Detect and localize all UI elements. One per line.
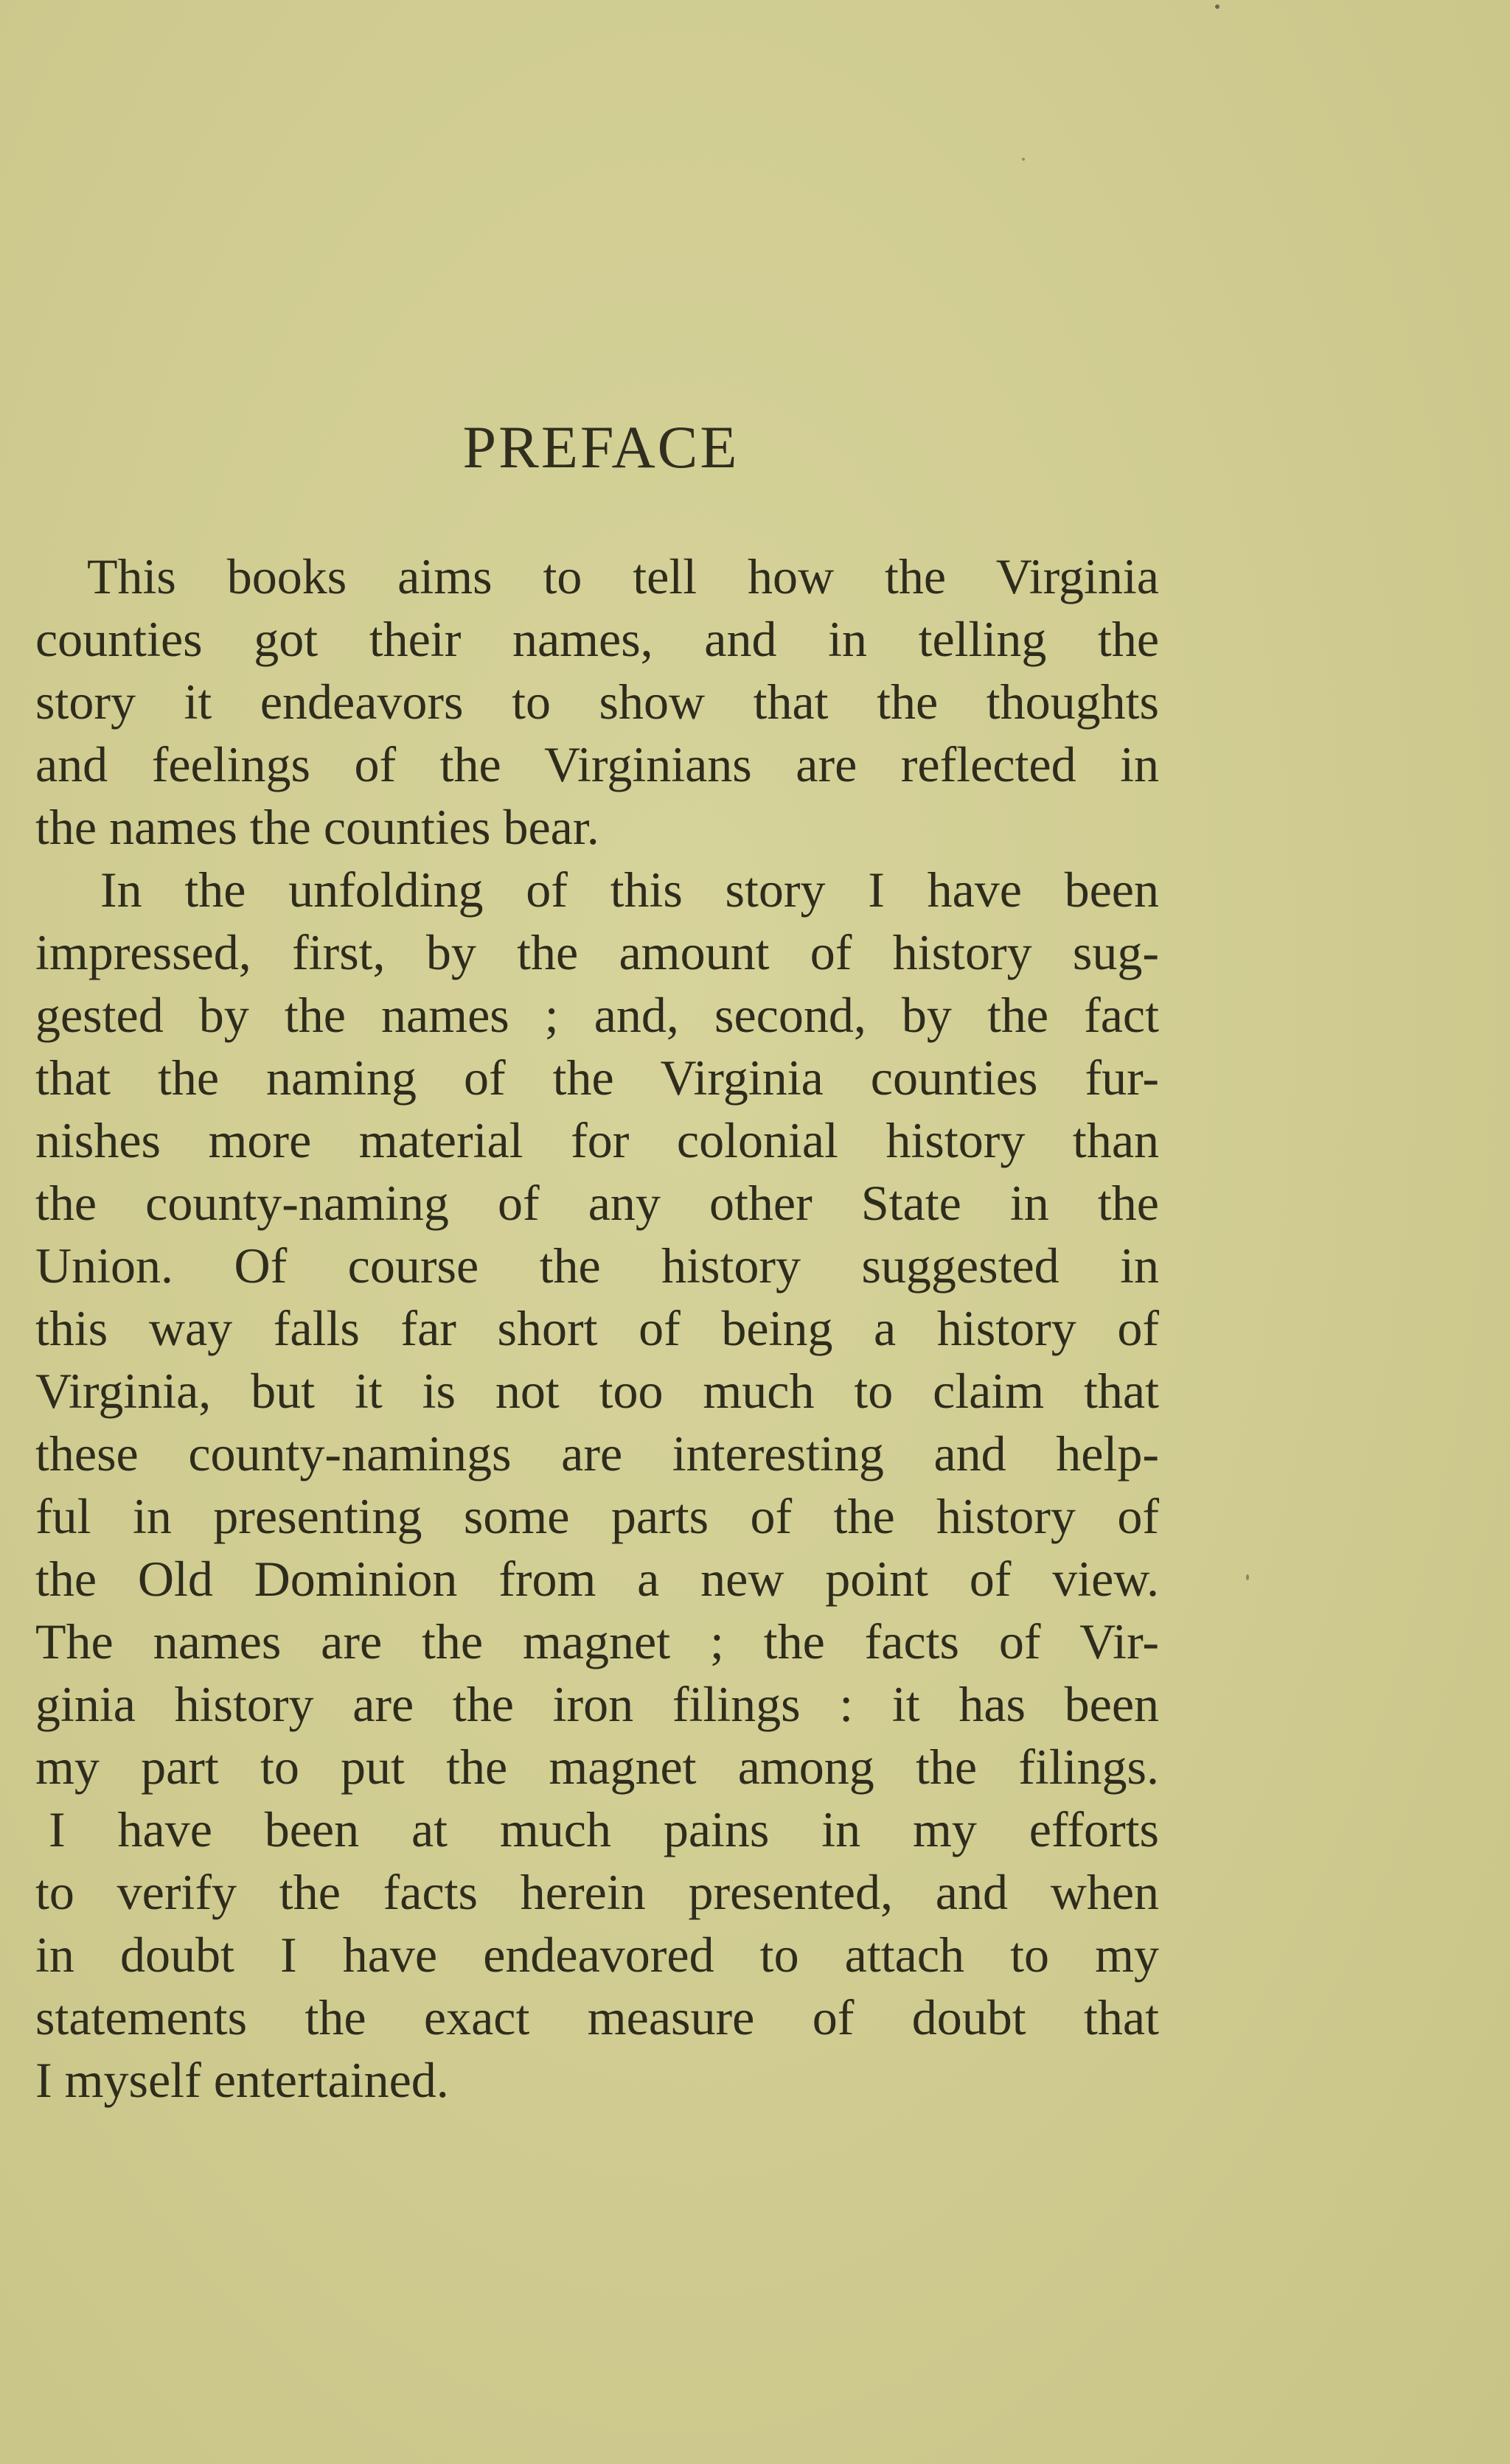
- text-line: Union. Of course the history suggested in: [35, 1238, 1159, 1294]
- text-line: these county-namings are interesting and help-: [35, 1425, 1159, 1481]
- text-line: story it endeavors to show that the thoughts: [35, 674, 1159, 730]
- text-line: statements the exact measure of doubt that: [35, 1989, 1159, 2045]
- text-line: that the naming of the Virginia counties fur-: [35, 1050, 1159, 1106]
- text-line: my part to put the magnet among the filings.: [35, 1739, 1159, 1795]
- text-line: ginia history are the iron filings : it has been: [35, 1676, 1159, 1732]
- text-line: The names are the magnet ; the facts of Vir-: [35, 1613, 1159, 1669]
- text-line: I myself entertained.: [35, 2052, 449, 2108]
- text-line: In the unfolding of this story I have been: [100, 862, 1159, 918]
- text-line: This books aims to tell how the Virginia: [87, 548, 1159, 604]
- text-line: the names the counties bear.: [35, 799, 599, 855]
- page-title: PREFACE: [462, 413, 740, 481]
- paragraph-1: [35, 545, 1159, 859]
- paper-speck: [1215, 4, 1220, 9]
- text-line: the Old Dominion from a new point of view.: [35, 1551, 1159, 1607]
- text-line: and feelings of the Virginians are reflected in: [35, 736, 1159, 792]
- text-line: nishes more material for colonial history than: [35, 1112, 1159, 1168]
- text-line: the county-naming of any other State in the: [35, 1175, 1159, 1231]
- preface-body: [35, 545, 1159, 2112]
- text-line: ful in presenting some parts of the history of: [35, 1488, 1159, 1544]
- text-line: counties got their names, and in telling the: [35, 611, 1159, 667]
- text-line: to verify the facts herein presented, and when: [35, 1864, 1159, 1920]
- text-line: impressed, first, by the amount of history sug-: [35, 924, 1159, 980]
- text-line: in doubt I have endeavored to attach to my: [35, 1927, 1159, 1983]
- paper-speck: [1022, 158, 1025, 161]
- paragraph-3: [35, 1798, 1159, 2112]
- text-line: I have been at much pains in my efforts: [49, 1801, 1159, 1857]
- text-line: this way falls far short of being a history of: [35, 1300, 1159, 1356]
- paper-speck: [1246, 1574, 1249, 1580]
- text-line: gested by the names ; and, second, by the fact: [35, 987, 1159, 1043]
- paragraph-2: [35, 859, 1159, 1798]
- text-line: Virginia, but it is not too much to claim that: [35, 1363, 1159, 1419]
